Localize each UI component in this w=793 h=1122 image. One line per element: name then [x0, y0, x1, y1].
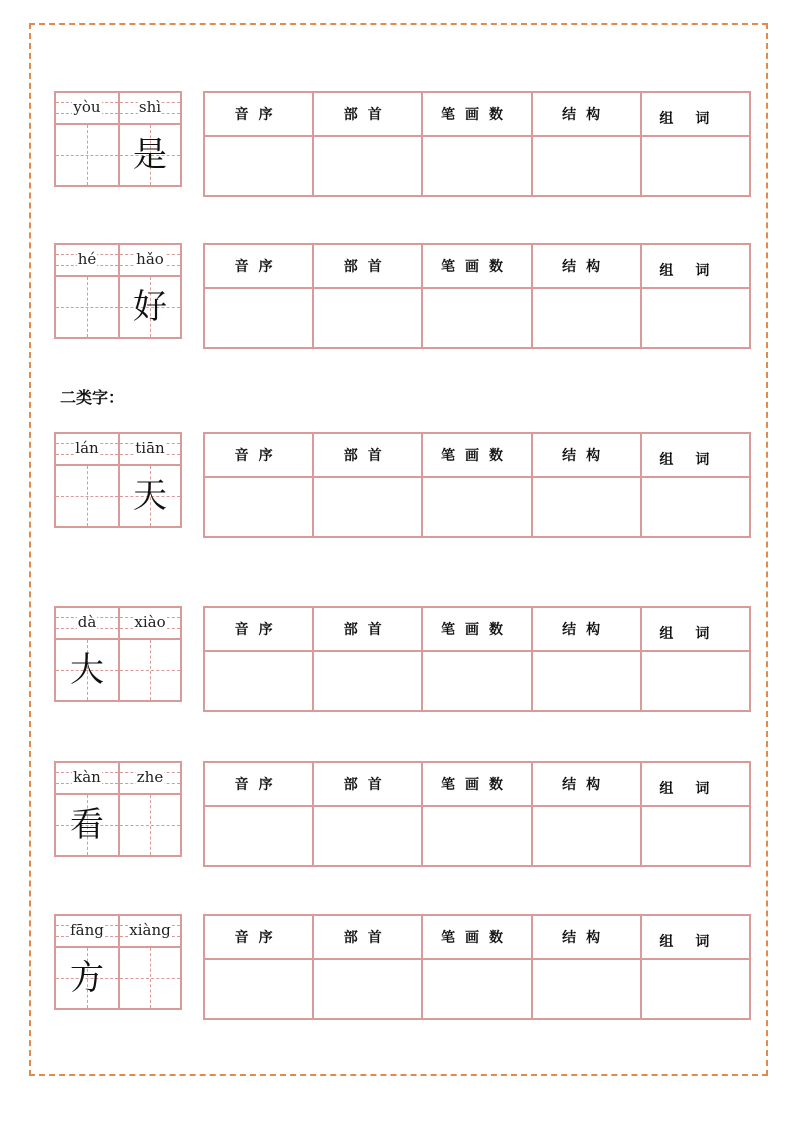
pinyin-text: hǎo [136, 250, 164, 268]
character-practice-row [0, 243, 793, 341]
answer-cell-zuci[interactable] [641, 136, 750, 196]
pinyin-band [120, 608, 180, 640]
answer-cell-bihuashu[interactable] [422, 959, 531, 1019]
character-writing-area[interactable] [120, 125, 180, 185]
header-yinxu: 音序 [204, 607, 313, 651]
character-practice-row [0, 432, 793, 530]
character-info-table [203, 606, 751, 712]
section-label-second-class-characters: 二类字： [60, 388, 125, 407]
character-writing-area[interactable] [120, 640, 180, 700]
pinyin-character-grid [54, 243, 182, 339]
pinyin-text: dà [77, 613, 97, 631]
header-bushou: 部首 [313, 92, 422, 136]
answer-cell-bushou[interactable] [313, 477, 422, 537]
answer-cell-bihuashu[interactable] [422, 651, 531, 711]
answer-cell-bihuashu[interactable] [422, 806, 531, 866]
answer-cell-zuci[interactable] [641, 651, 750, 711]
answer-cell-jiegou[interactable] [532, 651, 641, 711]
header-yinxu: 音序 [204, 433, 313, 477]
header-bihuashu: 笔画数 [422, 762, 531, 806]
header-bihuashu: 笔画数 [422, 607, 531, 651]
grid-cell[interactable] [56, 763, 120, 855]
header-jiegou: 结构 [532, 92, 641, 136]
character-writing-area[interactable] [56, 277, 118, 337]
grid-cell[interactable] [56, 245, 120, 337]
pinyin-band [120, 916, 180, 948]
answer-cell-zuci[interactable] [641, 806, 750, 866]
pinyin-band [56, 608, 118, 640]
pinyin-text: lán [75, 439, 99, 457]
character-info-table [203, 243, 751, 349]
answer-cell-yinxu[interactable] [204, 651, 313, 711]
grid-cell[interactable] [56, 916, 120, 1008]
header-yinxu: 音序 [204, 915, 313, 959]
pinyin-band [120, 93, 180, 125]
pinyin-band [120, 763, 180, 795]
header-zuci: 组词 [641, 92, 750, 136]
pinyin-character-grid [54, 606, 182, 702]
answer-cell-zuci[interactable] [641, 288, 750, 348]
hanzi-character: 好 [133, 287, 167, 327]
header-bihuashu: 笔画数 [422, 915, 531, 959]
pinyin-text: fāng [70, 921, 104, 939]
pinyin-band [120, 245, 180, 277]
pinyin-text: kàn [73, 768, 101, 786]
character-practice-row [0, 91, 793, 189]
header-zuci: 组词 [641, 607, 750, 651]
header-bushou: 部首 [313, 244, 422, 288]
character-writing-area[interactable] [56, 640, 118, 700]
hanzi-character: 是 [133, 135, 167, 175]
header-zuci: 组词 [641, 433, 750, 477]
pinyin-text: zhe [136, 768, 164, 786]
answer-cell-yinxu[interactable] [204, 477, 313, 537]
character-writing-area[interactable] [56, 795, 118, 855]
header-yinxu: 音序 [204, 762, 313, 806]
grid-cell[interactable] [120, 608, 180, 700]
answer-cell-jiegou[interactable] [532, 136, 641, 196]
pinyin-text: tiān [135, 439, 165, 457]
character-writing-area[interactable] [56, 466, 118, 526]
header-jiegou: 结构 [532, 433, 641, 477]
header-yinxu: 音序 [204, 92, 313, 136]
answer-cell-bushou[interactable] [313, 136, 422, 196]
grid-cell[interactable] [120, 434, 180, 526]
header-bihuashu: 笔画数 [422, 433, 531, 477]
header-bushou: 部首 [313, 433, 422, 477]
header-jiegou: 结构 [532, 244, 641, 288]
header-jiegou: 结构 [532, 915, 641, 959]
grid-cell[interactable] [56, 434, 120, 526]
character-writing-area[interactable] [56, 948, 118, 1008]
answer-cell-jiegou[interactable] [532, 288, 641, 348]
answer-cell-jiegou[interactable] [532, 477, 641, 537]
hanzi-character: 方 [70, 958, 104, 998]
grid-cell[interactable] [120, 245, 180, 337]
answer-cell-jiegou[interactable] [532, 806, 641, 866]
character-writing-area[interactable] [120, 795, 180, 855]
character-practice-row [0, 914, 793, 1012]
pinyin-character-grid [54, 761, 182, 857]
answer-cell-bihuashu[interactable] [422, 136, 531, 196]
answer-cell-yinxu[interactable] [204, 136, 313, 196]
grid-cell[interactable] [120, 763, 180, 855]
header-jiegou: 结构 [532, 762, 641, 806]
pinyin-band [56, 763, 118, 795]
pinyin-band [56, 916, 118, 948]
answer-cell-bihuashu[interactable] [422, 288, 531, 348]
header-zuci: 组词 [641, 244, 750, 288]
pinyin-text: hé [77, 250, 97, 268]
answer-cell-zuci[interactable] [641, 477, 750, 537]
header-zuci: 组词 [641, 762, 750, 806]
character-info-table [203, 432, 751, 538]
grid-cell[interactable] [120, 916, 180, 1008]
character-writing-area[interactable] [56, 125, 118, 185]
grid-cell[interactable] [56, 93, 120, 185]
character-writing-area[interactable] [120, 948, 180, 1008]
header-bushou: 部首 [313, 607, 422, 651]
character-info-table [203, 914, 751, 1020]
character-writing-area[interactable] [120, 277, 180, 337]
header-bihuashu: 笔画数 [422, 244, 531, 288]
pinyin-text: xiàng [129, 921, 171, 939]
pinyin-character-grid [54, 914, 182, 1010]
character-practice-row [0, 606, 793, 704]
answer-cell-yinxu[interactable] [204, 806, 313, 866]
pinyin-band [120, 434, 180, 466]
header-zuci: 组词 [641, 915, 750, 959]
header-yinxu: 音序 [204, 244, 313, 288]
answer-cell-bushou[interactable] [313, 651, 422, 711]
answer-cell-bihuashu[interactable] [422, 477, 531, 537]
grid-cell[interactable] [56, 608, 120, 700]
header-bihuashu: 笔画数 [422, 92, 531, 136]
character-practice-row [0, 761, 793, 859]
character-info-table [203, 91, 751, 197]
character-info-table [203, 761, 751, 867]
pinyin-character-grid [54, 432, 182, 528]
pinyin-band [56, 245, 118, 277]
pinyin-text: shì [138, 98, 162, 116]
answer-cell-bushou[interactable] [313, 806, 422, 866]
grid-cell[interactable] [120, 93, 180, 185]
header-bushou: 部首 [313, 915, 422, 959]
hanzi-character: 大 [70, 650, 104, 690]
answer-cell-yinxu[interactable] [204, 959, 313, 1019]
answer-cell-bushou[interactable] [313, 288, 422, 348]
hanzi-character: 看 [70, 805, 104, 845]
hanzi-character: 天 [133, 476, 167, 516]
answer-cell-zuci[interactable] [641, 959, 750, 1019]
character-writing-area[interactable] [120, 466, 180, 526]
pinyin-text: yòu [73, 98, 101, 116]
pinyin-band [56, 434, 118, 466]
pinyin-character-grid [54, 91, 182, 187]
header-jiegou: 结构 [532, 607, 641, 651]
answer-cell-bushou[interactable] [313, 959, 422, 1019]
answer-cell-jiegou[interactable] [532, 959, 641, 1019]
pinyin-text: xiào [134, 613, 166, 631]
answer-cell-yinxu[interactable] [204, 288, 313, 348]
pinyin-band [56, 93, 118, 125]
header-bushou: 部首 [313, 762, 422, 806]
